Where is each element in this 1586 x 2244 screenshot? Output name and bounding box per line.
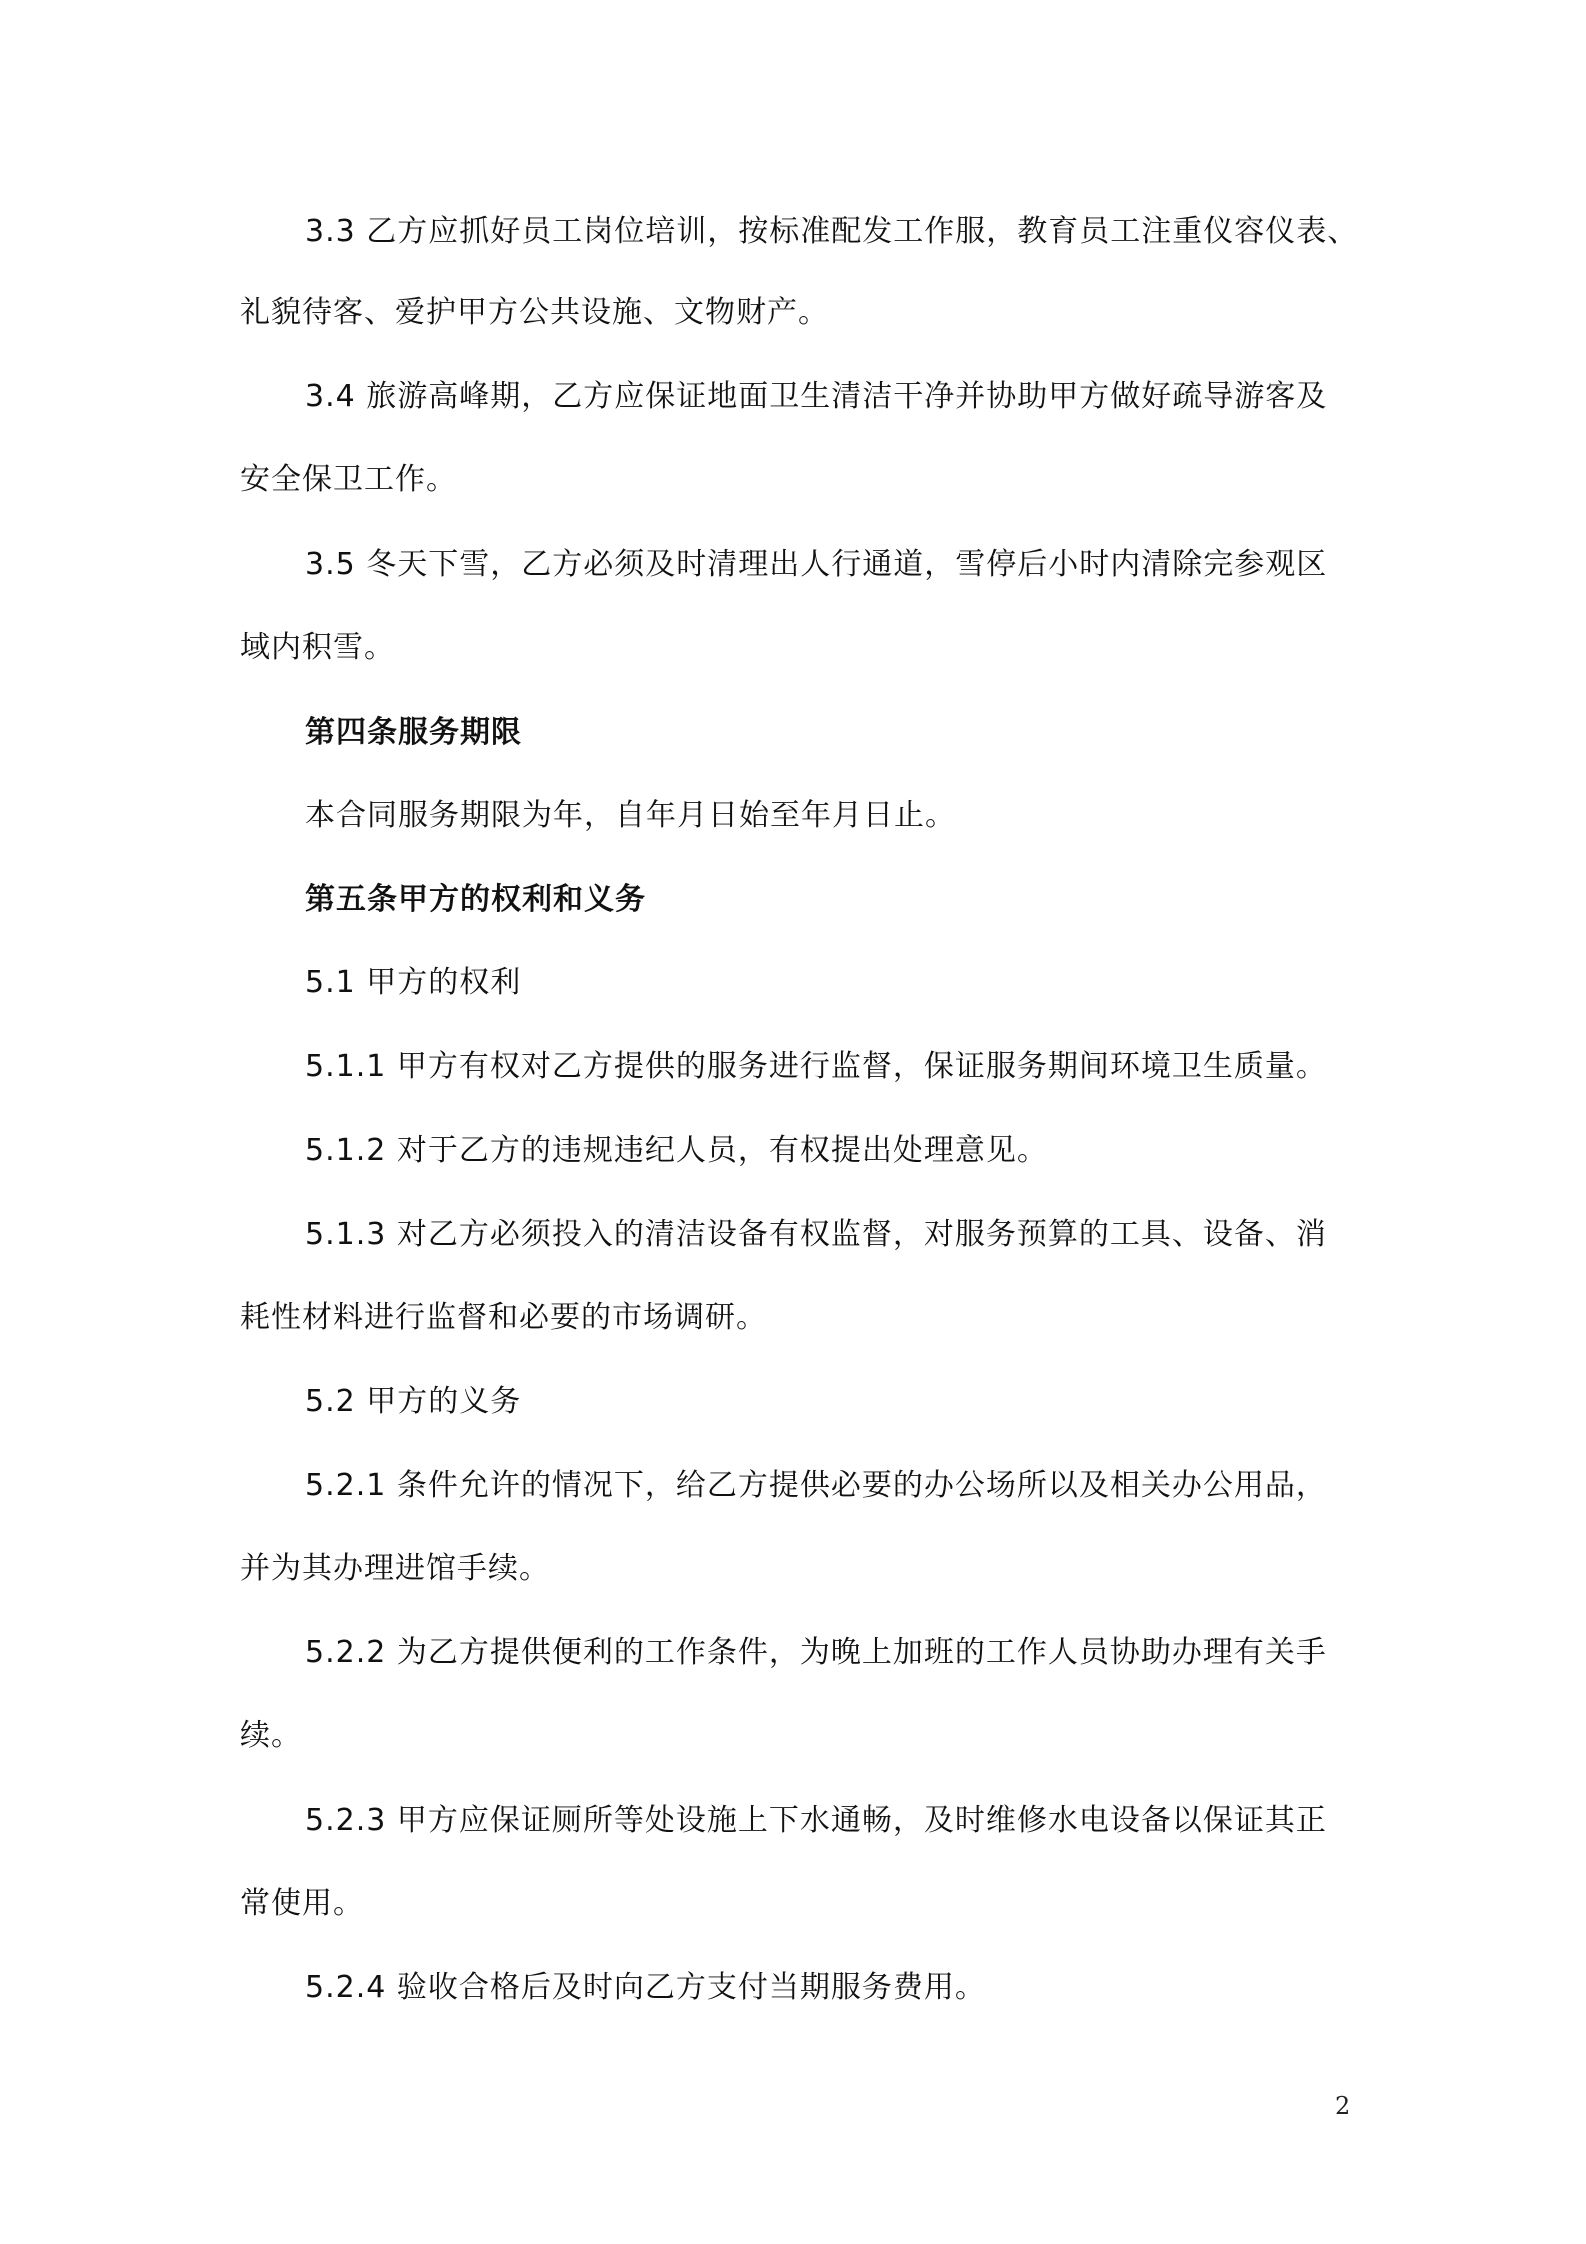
paragraph-3-5-line-2: 域内积雪。 xyxy=(240,630,395,665)
service-term-paragraph: 本合同服务期限为年，自年月日始至年月日止。 xyxy=(305,798,956,833)
paragraph-3-4-line-2: 安全保卫工作。 xyxy=(240,462,457,497)
article-4-heading: 第四条服务期限 xyxy=(305,715,522,750)
page-number: 2 xyxy=(1335,2092,1351,2120)
section-5-1-heading: 5.1 甲方的权利 xyxy=(305,965,522,1000)
article-5-heading: 第五条甲方的权利和义务 xyxy=(305,882,646,917)
paragraph-3-3-line-2: 礼貌待客、爱护甲方公共设施、文物财产。 xyxy=(240,295,829,330)
paragraph-5-2-4: 5.2.4 验收合格后及时向乙方支付当期服务费用。 xyxy=(305,1970,986,2005)
paragraph-5-1-1: 5.1.1 甲方有权对乙方提供的服务进行监督，保证服务期间环境卫生质量。 xyxy=(305,1049,1327,1084)
paragraph-5-2-2-line-1: 5.2.2 为乙方提供便利的工作条件，为晚上加班的工作人员协助办理有关手 xyxy=(305,1635,1327,1670)
paragraph-5-1-3-line-2: 耗性材料进行监督和必要的市场调研。 xyxy=(240,1300,767,1335)
paragraph-5-2-3-line-1: 5.2.3 甲方应保证厕所等处设施上下水通畅，及时维修水电设备以保证其正 xyxy=(305,1803,1327,1838)
paragraph-5-2-3-line-2: 常使用。 xyxy=(240,1886,364,1921)
paragraph-5-2-1-line-2: 并为其办理进馆手续。 xyxy=(240,1551,550,1586)
paragraph-3-5-line-1: 3.5 冬天下雪，乙方必须及时清理出人行通道，雪停后小时内清除完参观区 xyxy=(305,547,1328,582)
paragraph-3-3-line-1: 3.3 乙方应抓好员工岗位培训，按标准配发工作服，教育员工注重仪容仪表、 xyxy=(305,214,1359,249)
paragraph-3-4-line-1: 3.4 旅游高峰期，乙方应保证地面卫生清洁干净并协助甲方做好疏导游客及 xyxy=(305,379,1328,414)
paragraph-5-1-2: 5.1.2 对于乙方的违规违纪人员，有权提出处理意见。 xyxy=(305,1133,1048,1168)
paragraph-5-2-2-line-2: 续。 xyxy=(240,1718,302,1753)
paragraph-5-1-3-line-1: 5.1.3 对乙方必须投入的清洁设备有权监督，对服务预算的工具、设备、消 xyxy=(305,1217,1327,1252)
section-5-2-heading: 5.2 甲方的义务 xyxy=(305,1384,522,1419)
paragraph-5-2-1-line-1: 5.2.1 条件允许的情况下，给乙方提供必要的办公场所以及相关办公用品， xyxy=(305,1468,1327,1503)
